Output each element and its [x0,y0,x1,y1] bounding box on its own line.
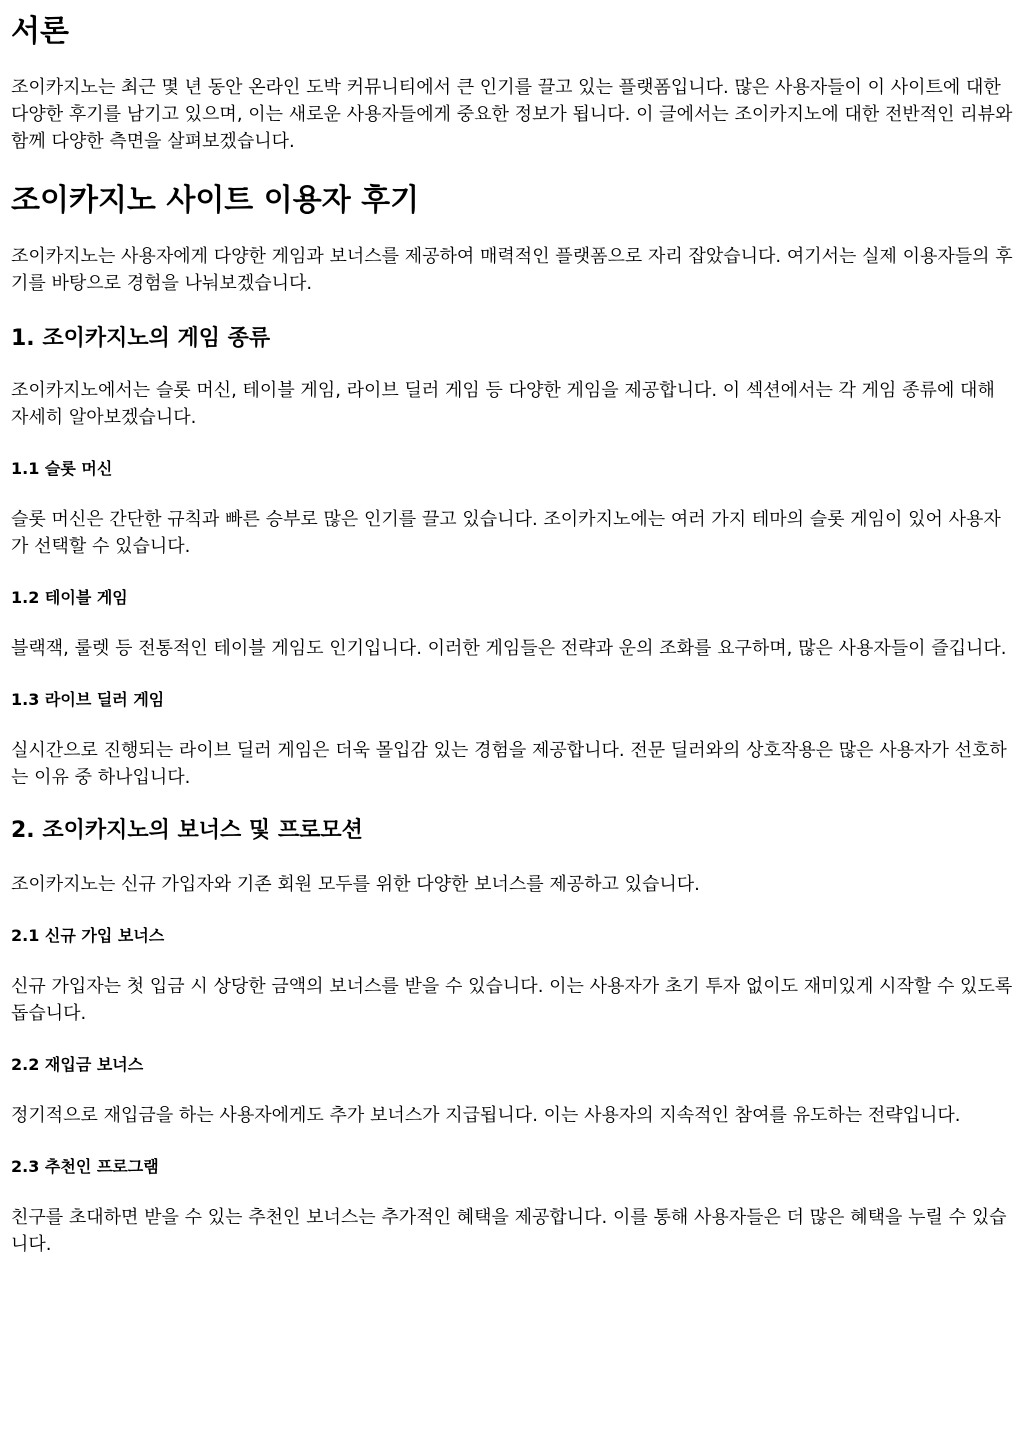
section-body-signup-bonus: 신규 가입자는 첫 입금 시 상당한 금액의 보너스를 받을 수 있습니다. 이는 사용자가 초기 투자 없이도 재미있게 시작할 수 있도록 돕습니다. [11,976,1013,1024]
section-body-bonuses-promotions: 조이카지노는 신규 가입자와 기존 회원 모두를 위한 다양한 보너스를 제공하고 있습니다. [11,874,700,895]
section-heading-user-reviews: 조이카지노 사이트 이용자 후기 [11,183,420,218]
section-body-user-reviews: 조이카지노는 사용자에게 다양한 게임과 보너스를 제공하여 매력적인 플랫폼으로 자리 잡았습니다. 여기서는 실제 이용자들의 후기를 바탕으로 경험을 나눠보겠습니다. [11,246,1013,294]
section-body-slot-machines: 슬롯 머신은 간단한 규칙과 빠른 승부로 많은 인기를 끌고 있습니다. 조이카지노에는 여러 가지 테마의 슬롯 게임이 있어 사용자가 선택할 수 있습니다. [11,509,1001,557]
section-heading-referral-program: 2.3 추천인 프로그램 [11,1157,159,1176]
section-heading-reload-bonus: 2.2 재입금 보너스 [11,1055,144,1074]
section-body-live-dealer: 실시간으로 진행되는 라이브 딜러 게임은 더욱 몰입감 있는 경험을 제공합니다. 전문 딜러와의 상호작용은 많은 사용자가 선호하는 이유 중 하나입니다. [11,740,1007,788]
section-heading-introduction: 서론 [11,14,69,49]
section-body-game-types: 조이카지노에서는 슬롯 머신, 테이블 게임, 라이브 딜러 게임 등 다양한 게임을 제공합니다. 이 섹션에서는 각 게임 종류에 대해 자세히 알아보겠습니다. [11,380,995,428]
section-heading-live-dealer: 1.3 라이브 딜러 게임 [11,690,165,709]
section-heading-bonuses-promotions: 2. 조이카지노의 보너스 및 프로모션 [11,818,363,843]
section-heading-signup-bonus: 2.1 신규 가입 보너스 [11,926,165,945]
section-heading-game-types: 1. 조이카지노의 게임 종류 [11,326,271,351]
section-body-reload-bonus: 정기적으로 재입금을 하는 사용자에게도 추가 보너스가 지급됩니다. 이는 사용자의 지속적인 참여를 유도하는 전략입니다. [11,1105,961,1126]
section-body-introduction: 조이카지노는 최근 몇 년 동안 온라인 도박 커뮤니티에서 큰 인기를 끌고 있는 플랫폼입니다. 많은 사용자들이 이 사이트에 대한 다양한 후기를 남기고 있으며, 이는 새로운 사용자들에게 중요한 정보가 됩니다. 이 글에서는 조이카지노에 대한 전반적인 리뷰와 함께 다양한 측면을 살펴보겠습니다. [11,77,1013,152]
section-heading-table-games: 1.2 테이블 게임 [11,588,128,607]
section-body-referral-program: 친구를 초대하면 받을 수 있는 추천인 보너스는 추가적인 혜택을 제공합니다. 이를 통해 사용자들은 더 많은 혜택을 누릴 수 있습니다. [11,1207,1007,1255]
section-heading-slot-machines: 1.1 슬롯 머신 [11,459,113,478]
section-body-table-games: 블랙잭, 룰렛 등 전통적인 테이블 게임도 인기입니다. 이러한 게임들은 전략과 운의 조화를 요구하며, 많은 사용자들이 즐깁니다. [11,638,1007,659]
